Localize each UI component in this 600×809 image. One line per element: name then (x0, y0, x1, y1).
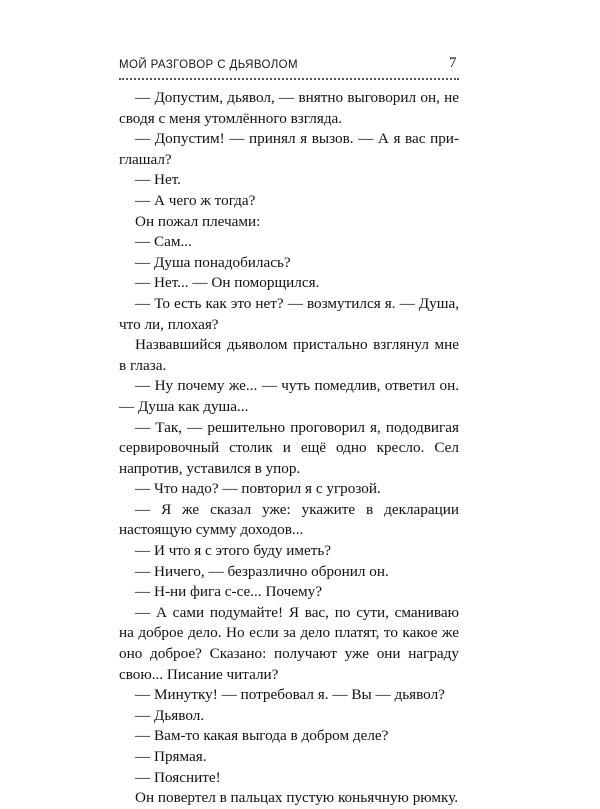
paragraph: — Душа понадобилась? (135, 253, 291, 271)
paragraph: Назвавшийся дьяволом пристально взглянул мне в глаза. (119, 336, 459, 374)
paragraph: — То есть как это нет? — возмутился я. — Душа, что ли, плохая? (119, 294, 459, 333)
paragraph: — Минутку! — потребовал я. — Вы — дьявол? (135, 686, 445, 704)
paragraph: — Дьявол. (135, 706, 205, 724)
paragraph: — Вам-то какая выгода в добром деле? (135, 727, 389, 745)
running-title: МОЙ РАЗГОВОР С ДЬЯВОЛОМ (119, 59, 298, 71)
paragraph: — Ну почему же... — чуть помедлив, ответил он. — Душа как душа... (119, 377, 459, 415)
header-dotted-rule (119, 78, 459, 80)
paragraph: — Допустим, дьявол, — внятно выговорил он, не сводя с меня утомлённого взгляда. (119, 89, 459, 127)
paragraph: — Так, — решительно проговорил я, пододвигая сервировочный столик и ещё одно кресло. Сел напротив, уставился в упор. (119, 418, 459, 477)
paragraph: — И что я с этого буду иметь? (135, 542, 332, 560)
paragraph: Он пожал плечами: (135, 212, 261, 230)
paragraph: — Нет... — Он поморщился. (135, 274, 320, 292)
paragraph: — Я же сказал уже: укажите в декларации настоящую сумму доходов... (119, 500, 459, 539)
page-number: 7 (449, 55, 457, 71)
paragraph: — Что надо? — повторил я с угрозой. (135, 480, 381, 498)
paragraph: — Нет. (135, 171, 181, 189)
paragraph: — Ничего, — безразлично обронил он. (135, 562, 389, 580)
paragraph: — А чего ж тогда? (135, 191, 256, 209)
paragraph: — Н-ни фига с-се... Почему? (135, 583, 322, 601)
paragraph: — Сам... (135, 233, 192, 251)
paragraph: — Допустим! — принял я вызов. — А я вас приглашал? (119, 130, 459, 168)
paragraph: — А сами подумайте! Я вас, по сути, сманиваю на доброе дело. Но если за дело платят, то какое же оно доброе? Сказано: получают уже они награду свою... Писание читали? (119, 603, 459, 683)
paragraph: Он повертел в пальцах пустую коньячную рюмку. (135, 789, 459, 807)
paragraph: — Поясните! (135, 768, 221, 786)
paragraph: — Прямая. (135, 748, 207, 765)
body-text (119, 88, 459, 809)
